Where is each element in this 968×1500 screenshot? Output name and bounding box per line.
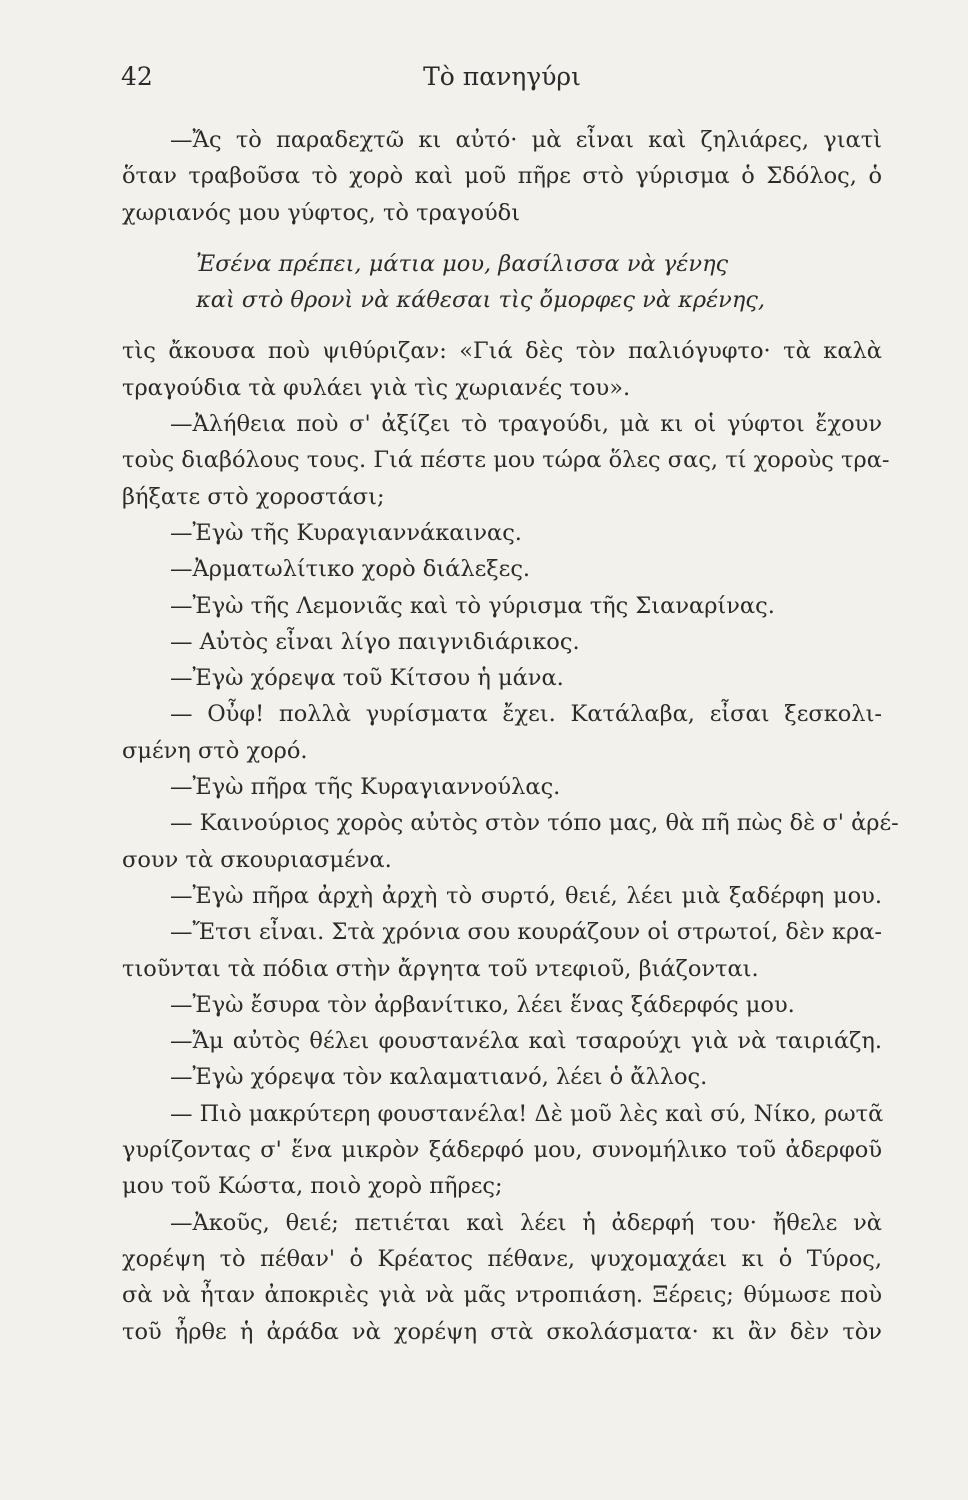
text-line: τοὺς διαβόλους τους. Γιά πέστε μου τώρα ὅλες σας, τί χοροὺς τρα- [122, 447, 890, 474]
text-line: γυρίζοντας σ' ἕνα μικρὸν ξάδερφό μου, συνομήλικο τοῦ ἀδερφοῦ [122, 1137, 882, 1164]
text-line: —Ἐγὼ χόρεψα τοῦ Κίτσου ἡ μάνα. [170, 665, 564, 692]
text-line: τοῦ ἦρθε ἡ ἀράδα νὰ χορέψη στὰ σκολάσματα· κι ἂν δὲν τὸν [122, 1318, 882, 1345]
text-line: ὅταν τραβοῦσα τὸ χορὸ καὶ μοῦ πῆρε στὸ γύρισμα ὁ Σδόλος, ὁ [122, 163, 882, 190]
page-header [121, 62, 883, 102]
text-line: —Ἐγὼ ἔσυρα τὸν ἀρβανίτικο, λέει ἕνας ξάδερφός μου. [170, 991, 795, 1018]
text-line: τὶς ἄκουσα ποὺ ψιθύριζαν: «Γιά δὲς τὸν παλιόγυφτο· τὰ καλὰ [122, 338, 882, 365]
text-line: —Ἐγὼ τῆς Λεμονιᾶς καὶ τὸ γύρισμα τῆς Σιαναρίνας. [170, 592, 775, 619]
paragraph-gap [122, 231, 882, 246]
verse-line: Ἐσένα πρέπει, μάτια μου, βασίλισσα νὰ γένης [196, 250, 729, 277]
text-line: — Οὖφ! πολλὰ γυρίσματα ἔχει. Κατάλαβα, εἶσαι ξεσκολι- [170, 701, 882, 728]
body-text [122, 122, 899, 1350]
text-line: —Ἐγὼ χόρεψα τὸν καλαματιανό, λέει ὁ ἄλλος. [170, 1064, 708, 1091]
text-line: σμένη στὸ χορό. [122, 737, 308, 764]
text-line: —Ἐγὼ πῆρα ἀρχὴ ἀρχὴ τὸ συρτό, θειέ, λέει μιὰ ξαδέρφη μου. [170, 882, 882, 909]
running-title: Τὸ πανηγύρι [423, 62, 581, 91]
text-line: σὰ νὰ ἦταν ἀποκριὲς γιὰ νὰ μᾶς ντροπιάση. Ξέρεις; θύμωσε ποὺ [122, 1282, 882, 1309]
page-number: 42 [121, 62, 153, 91]
text-line: — Αὐτὸς εἶναι λίγο παιγνιδιάρικος. [170, 628, 580, 655]
text-line: —Ἄς τὸ παραδεχτῶ κι αὐτό· μὰ εἶναι καὶ ζηλιάρες, γιατὶ [170, 127, 882, 153]
text-line: —Ἀλήθεια ποὺ σ' ἀξίζει τὸ τραγούδι, μὰ κι οἱ γύφτοι ἔχουν [170, 411, 882, 438]
text-line: —Ἔτσι εἶναι. Στὰ χρόνια σου κουράζουν οἱ στρωτοί, δὲν κρα- [170, 919, 882, 946]
paragraph-gap [122, 318, 882, 333]
text-line: τιοῦνται τὰ πόδια στὴν ἄργητα τοῦ ντεφιοῦ, βιάζονται. [122, 955, 759, 982]
text-line: —Ἐγὼ τῆς Κυραγιαννάκαινας. [170, 519, 522, 546]
text-line: χωριανός μου γύφτος, τὸ τραγούδι [122, 199, 521, 226]
text-line: —Ἀρματωλίτικο χορὸ διάλεξες. [170, 556, 531, 583]
text-line: —Ἀκοῦς, θειέ; πετιέται καὶ λέει ἡ ἀδερφή του· ἤθελε νὰ [170, 1209, 882, 1236]
text-line: σουν τὰ σκουριασμένα. [122, 846, 392, 873]
text-line: χορέψη τὸ πέθαν' ὁ Κρέατος πέθανε, ψυχομαχάει κι ὁ Τύρος, [122, 1245, 882, 1272]
text-line: τραγούδια τὰ φυλάει γιὰ τὶς χωριανές του». [122, 374, 631, 401]
text-line: — Καινούριος χορὸς αὐτὸς στὸν τόπο μας, θὰ πῆ πὼς δὲ σ' ἀρέ- [170, 810, 899, 837]
text-line: —Ἄμ αὐτὸς θέλει φουστανέλα καὶ τσαρούχι γιὰ νὰ ταιριάζη. [170, 1028, 882, 1055]
text-line: μου τοῦ Κώστα, ποιὸ χορὸ πῆρες; [122, 1173, 503, 1200]
text-line: —Ἐγὼ πῆρα τῆς Κυραγιαννούλας. [170, 774, 561, 801]
text-line: — Πιὸ μακρύτερη φουστανέλα! Δὲ μοῦ λὲς καὶ σύ, Νίκο, ρωτᾶ [170, 1100, 884, 1127]
text-line: βήξατε στὸ χοροστάσι; [122, 483, 385, 510]
verse-line: καὶ στὸ θρονὶ νὰ κάθεσαι τὶς ὄμορφες νὰ κρένης, [196, 287, 766, 314]
